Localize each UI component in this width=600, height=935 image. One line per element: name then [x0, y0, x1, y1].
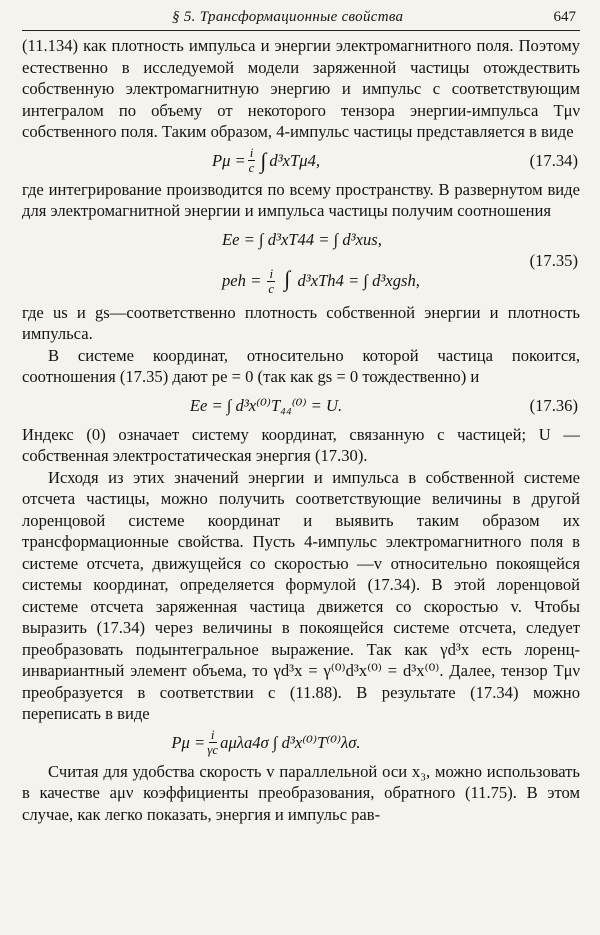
eq-17-34-lhs: Pμ = [211, 150, 246, 170]
eq-17-35-line-1: Ee = ∫ d³xT44 = ∫ d³xus, [222, 229, 382, 249]
page-number: 647 [553, 9, 576, 25]
paragraph-6: Исходя из этих значений энергии и импульса в собственной системе отсчета частицы, можно получить соответствующие величины в другой лоренцовой системе координат и выявить таким образом их трансформационные свойства. Пусть 4-импульс электромагнитного поля в системе отсчета, движущейся со скоростью —v относительно покоящейся системы координат, определяется формулой (17.34). В этой лоренцовой системе отсчета заряженная частица движется со скоростью v. Чтобы выразить (17.34) через величины в покоящейся системе отсчета, следует преобразовать подынтегральное выражение. Так как γd³x есть лоренц-инвариантный элемент объема, то γd³x = γ⁽⁰⁾d³x⁽⁰⁾ = d³x⁽⁰⁾. Далее, тензор Tμν преобразуется в соответствии с (11.88). В результате (17.34) можно переписать в виде [22, 467, 580, 723]
eq-17-35-line-2-lhs: peh = [222, 270, 262, 290]
equation-17-35 [22, 222, 580, 302]
paragraph-1: (11.134) как плотность импульса и энергии электромагнитного поля. Поэтому естественно в исследуемой модели заряженной частицы отождествить собственную электромагнитную энергию и импульс с соответствующим интегралом по объему от некоторого тензора энергии-импульса Tμν собственного поля. Таким образом, 4-импульс частицы представляется в виде [22, 36, 580, 141]
running-header [22, 0, 580, 31]
equation-17-34 [22, 143, 580, 179]
eq-17-35-line-2 [222, 266, 420, 297]
paragraph-3: где us и gs—соответственно плотность собственной энергии и плотность импульса. [22, 302, 580, 343]
integral-sign-icon: ∫ [284, 265, 291, 291]
eq-17-35-line-2-rhs: d³xTh4 = ∫ d³xgsh, [297, 270, 420, 290]
eq-17-34-rhs: d³xTμ4, [269, 150, 321, 170]
eq-17-34-denominator: c [248, 160, 255, 175]
eq-unnumbered-rhs: aμλa4σ ∫ d³x⁽⁰⁾T⁽⁰⁾λσ. [220, 732, 361, 752]
paragraph-4: В системе координат, относительно которой частица покоится, соотношения (17.35) дают pe = 0 (так как gs = 0 тождественно) и [22, 345, 580, 386]
equation-17-36 [22, 388, 580, 424]
eq-17-34-fraction [248, 146, 256, 175]
eq-unnumbered-numerator: i [210, 727, 215, 742]
eq-17-35-denominator: c [268, 281, 275, 297]
eq-unnumbered-lhs: Pμ = [171, 732, 206, 752]
eq-unnumbered-fraction [207, 728, 218, 757]
eq-17-35-numerator: i [269, 266, 274, 282]
eq-unnumbered-denominator: γc [207, 742, 219, 757]
eq-17-36-label: (17.36) [529, 395, 578, 415]
paragraph-2: где интегрирование производится по всему пространству. В развернутом виде для электромагнитной энергии и импульса частицы получим соотношения [22, 179, 580, 220]
eq-17-34-label: (17.34) [529, 150, 578, 170]
eq-17-35-label: (17.35) [529, 250, 578, 270]
section-title: § 5. Трансформационные свойства [172, 9, 404, 25]
eq-17-34-numerator: i [249, 145, 254, 160]
equation-unnumbered [22, 725, 580, 761]
integral-sign-icon: ∫ [260, 147, 267, 173]
eq-17-36-text: Ee = ∫ d³x⁽⁰⁾T₄₄⁽⁰⁾ = U. [189, 395, 343, 415]
eq-17-35-fraction [267, 267, 275, 296]
paragraph-7: Считая для удобства скорость v параллельной оси x₃, можно использовать в качестве aμν коэффициенты преобразования, обратного (11.75). В этом случае, как легко показать, энергия и импульс рав- [22, 761, 580, 824]
paragraph-5: Индекс (0) означает систему координат, связанную с частицей; U — собственная электростатическая энергия (17.30). [22, 424, 580, 465]
